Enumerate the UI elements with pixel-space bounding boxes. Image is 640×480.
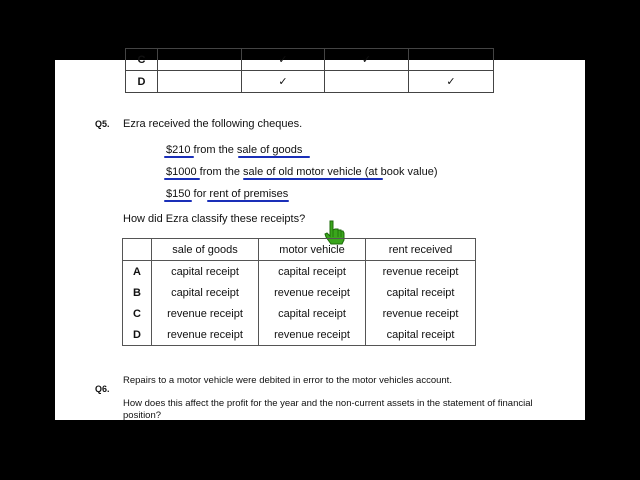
row-letter: D [126,71,158,93]
document-page [55,53,585,421]
table-row [123,324,476,346]
table-cell: revenue receipt [259,324,366,346]
table-cell: capital receipt [259,261,366,283]
cheque-line: $210 from the sale of goods [166,144,303,156]
tick-cell: ✓ [325,49,409,71]
table-row [123,261,476,283]
table-cell: capital receipt [152,261,259,283]
table-row [123,303,476,324]
tick-cell: ✓ [242,71,325,93]
pen-underline [243,178,383,180]
table-cell: capital receipt [366,282,476,303]
option-letter: C [123,303,152,324]
table-cell: capital receipt [366,324,476,346]
pen-underline [164,200,192,202]
table-cell: revenue receipt [259,282,366,303]
table-cell: revenue receipt [366,261,476,283]
table-header-row [123,239,476,261]
table-cell: revenue receipt [152,324,259,346]
column-header: rent received [366,239,476,261]
pen-underline [207,200,289,202]
tick-cell: ✓ [409,71,494,93]
cheque-line: $150 for rent of premises [166,188,289,200]
receipts-classification-table [122,238,476,346]
pen-underline [164,156,194,158]
question-text: Repairs to a motor vehicle were debited in error to the motor vehicles account. [123,375,452,386]
tick-cell: ✓ [242,49,325,71]
pen-underline [164,178,200,180]
question-intro: Ezra received the following cheques. [123,118,303,130]
option-letter: B [123,282,152,303]
option-letter: D [123,324,152,346]
option-letter: A [123,261,152,283]
question-number: Q5. [95,119,110,129]
table-cell: revenue receipt [366,303,476,324]
table-cell: capital receipt [152,282,259,303]
table-cell [409,49,494,71]
table-row [123,282,476,303]
pen-underline [238,156,310,158]
table-cell: capital receipt [259,303,366,324]
table-cell [158,71,242,93]
question-text: position? [123,410,162,421]
previous-answer-table [125,48,494,93]
question-prompt: How did Ezra classify these receipts? [123,213,306,225]
table-row [126,71,494,93]
question-text: How does this affect the profit for the year and the non-current assets in the statement of financial [123,398,533,409]
row-letter: C [126,49,158,71]
table-row [126,49,494,71]
table-cell: revenue receipt [152,303,259,324]
table-cell [158,49,242,71]
question-number: Q6. [95,384,110,394]
table-cell [325,71,409,93]
column-header: sale of goods [152,239,259,261]
cheque-line: $1000 from the sale of old motor vehicle (at book value) [166,166,438,178]
column-header [123,239,152,261]
column-header: motor vehicle [259,239,366,261]
